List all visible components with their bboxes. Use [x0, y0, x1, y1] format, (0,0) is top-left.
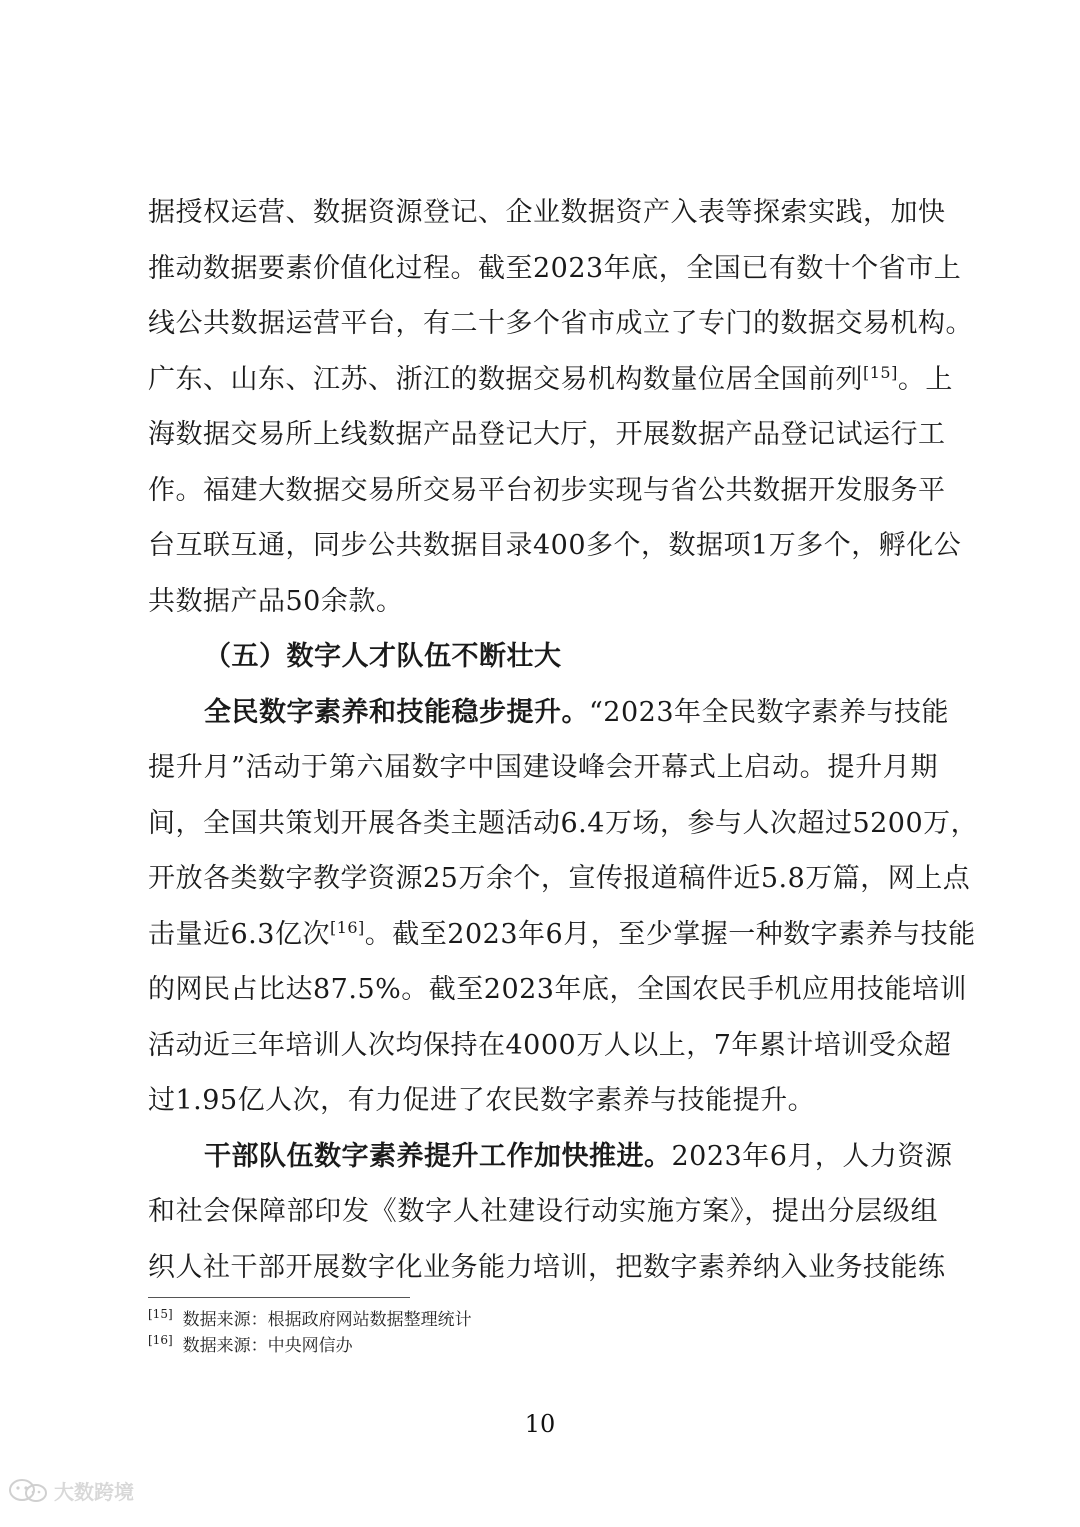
text-line: 间，全国共策划开展各类主题活动6.4万场，参与人次超过5200万， — [148, 807, 979, 839]
footnote-text: 数据来源：中央网信办 — [182, 1336, 353, 1356]
text-span: 2023年6月，人力资源 — [671, 1140, 953, 1172]
footnote-marker: [16] — [148, 1333, 173, 1348]
body-text — [148, 185, 979, 1295]
text-line — [148, 352, 953, 408]
footnote-ref-16: [16] — [329, 917, 365, 937]
footnote-item — [148, 1307, 472, 1333]
text-line — [148, 907, 976, 963]
text-line: 作。福建大数据交易所交易平台初步实现与省公共数据开发服务平 — [148, 474, 946, 506]
text-line: 海数据交易所上线数据产品登记大厅，开展数据产品登记试运行工 — [148, 419, 946, 450]
text-span: 击量近6.3亿次 — [148, 918, 330, 950]
watermark-text: 大数跨境 — [54, 1480, 134, 1504]
text-span: 。截至2023年6月，至少掌握一种数字素养与技能 — [364, 918, 976, 950]
text-line: 的网民占比达87.5%。截至2023年底，全国农民手机应用技能培训 — [148, 974, 967, 1005]
text-line: 织人社干部开展数字化业务能力培训，把数字素养纳入业务技能练 — [148, 1251, 946, 1283]
text-line: 线公共数据运营平台，有二十多个省市成立了专门的数据交易机构。 — [148, 308, 973, 339]
text-line: 和社会保障部印发《数字人社建设行动实施方案》，提出分层级组 — [148, 1196, 938, 1227]
footnote-divider — [148, 1297, 410, 1298]
text-span: 广东、山东、江苏、浙江的数据交易机构数量位居全国前列 — [148, 363, 863, 395]
text-span: “2023年全民数字素养与技能 — [589, 696, 950, 728]
footnote-item — [148, 1333, 472, 1359]
paragraph-lead: 全民数字素养和技能稳步提升。 — [204, 696, 589, 728]
footnotes — [148, 1307, 472, 1359]
paragraph-lead: 干部队伍数字素养提升工作加快推进。 — [204, 1140, 672, 1172]
watermark — [8, 1476, 134, 1505]
page-number: 10 — [524, 1410, 556, 1438]
section-heading: （五）数字人才队伍不断壮大 — [204, 641, 562, 672]
text-line — [148, 1129, 953, 1185]
text-line: 台互联互通，同步公共数据目录400多个，数据项1万多个，孵化公 — [148, 530, 962, 561]
text-line: 提升月”活动于第六届数字中国建设峰会开幕式上启动。提升月期 — [148, 752, 938, 783]
footnote-text: 数据来源：根据政府网站数据整理统计 — [182, 1310, 472, 1330]
footnote-marker: [15] — [148, 1307, 173, 1322]
text-line: 活动近三年培训人次均保持在4000万人以上，7年累计培训受众超 — [148, 1029, 952, 1061]
text-line: 推动数据要素价值化过程。截至2023年底，全国已有数十个省市上 — [148, 252, 962, 284]
text-line: 开放各类数字教学资源25万余个，宣传报道稿件近5.8万篇，网上点 — [148, 863, 971, 894]
text-line — [148, 685, 950, 741]
footnote-ref-15: [15] — [863, 362, 898, 382]
text-span: 。上 — [897, 363, 953, 395]
text-line: 据授权运营、数据资源登记、企业数据资产入表等探索实践，加快 — [148, 197, 946, 228]
text-line: 过1.95亿人次，有力促进了农民数字素养与技能提升。 — [148, 1085, 816, 1116]
wechat-watermark-icon — [8, 1477, 50, 1505]
text-line: 共数据产品50余款。 — [148, 585, 404, 617]
